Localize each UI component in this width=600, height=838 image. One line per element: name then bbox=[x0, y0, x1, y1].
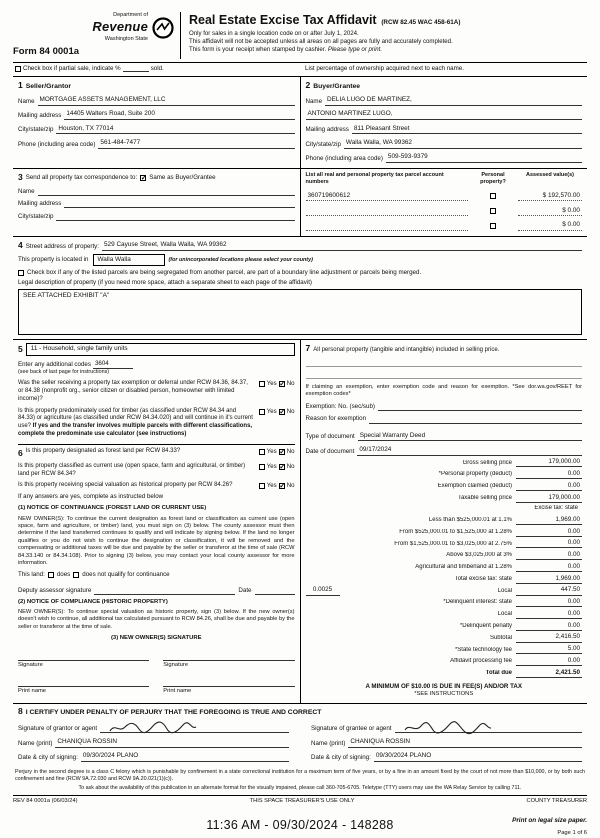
signature-label-1: Signature bbox=[18, 661, 43, 668]
buyer-city-field[interactable]: Walla Walla, WA 99362 bbox=[344, 139, 582, 149]
same-as-buyer-label: Same as Buyer/Grantee bbox=[149, 173, 216, 181]
partial-sale-checkbox[interactable] bbox=[15, 66, 21, 72]
agency-block bbox=[13, 12, 181, 59]
exemption-reason-field[interactable] bbox=[369, 416, 582, 424]
department-of-label: Department of bbox=[113, 12, 148, 18]
tax-row-total-due bbox=[306, 669, 583, 678]
local-tax-value[interactable]: 447.50 bbox=[516, 586, 582, 595]
correspondence-label: Send all property tax correspondence to: bbox=[25, 173, 138, 181]
seller-mailing-field[interactable]: 14405 Walters Road, Suite 200 bbox=[64, 110, 294, 120]
assessed-value-field-2[interactable]: $ 0.00 bbox=[518, 207, 582, 216]
unincorporated-note: (for unincorporated locations please select your county) bbox=[168, 256, 313, 263]
land-qualify-row bbox=[18, 571, 295, 579]
does-not-qualify-checkbox[interactable] bbox=[73, 572, 79, 578]
q4-answer-group bbox=[259, 463, 295, 471]
parcel-number-field-3[interactable] bbox=[306, 223, 469, 231]
personal-property-header: Personal property? bbox=[480, 172, 506, 186]
tax-correspondence-section bbox=[13, 169, 300, 236]
tier3-value[interactable]: 0.00 bbox=[516, 539, 582, 548]
exemption-deferral-question: Was the seller receiving a property tax exemption or deferral under RCW 84.36, 84.37, or 84.38 (nonprofit org., senior citizen or disabled person, homeowner with limited income)? bbox=[18, 380, 248, 402]
agricultural-value[interactable]: 0.00 bbox=[516, 563, 582, 572]
use-classification-column bbox=[13, 340, 300, 704]
partial-sale-sold-label: sold. bbox=[150, 65, 164, 73]
header-note-2: This affidavit will not be accepted unless all areas on all pages are fully and accurately completed. bbox=[189, 38, 453, 46]
delinquent-penalty-value[interactable]: 0.00 bbox=[516, 622, 582, 631]
forest-yes-checkbox[interactable] bbox=[259, 449, 265, 455]
q2-yes-label: Yes bbox=[266, 407, 277, 415]
grantee-date-city-field[interactable]: 09/30/2024 PLANO bbox=[374, 752, 582, 762]
new-owner-signature-row bbox=[18, 652, 295, 670]
tax-row-total-state bbox=[306, 575, 583, 584]
rev-form-id: REV 84 0001a (06/03/24) bbox=[13, 798, 78, 805]
classification-tax-section bbox=[13, 340, 587, 705]
subtotal-value[interactable]: 2,416.50 bbox=[516, 633, 582, 642]
q1-no-label: No bbox=[286, 380, 295, 388]
exemption-number-label: Exemption: No. (sec/sub) bbox=[305, 402, 375, 410]
see-instructions-note: *SEE INSTRUCTIONS bbox=[414, 690, 474, 697]
tier2-label: From $525,000.01 to $1,525,000 at 1.28% bbox=[399, 528, 512, 535]
personal-property-deduct-label: *Personal property (deduct) bbox=[438, 471, 512, 478]
buyer-name-field-1[interactable]: DELIA LUGO DE MARTINEZ, bbox=[325, 96, 582, 106]
personal-property-intro: All personal property (tangible and intangible) included in selling price. bbox=[313, 346, 500, 353]
grantor-signature-block bbox=[18, 718, 289, 762]
tax-row-personal-deduct bbox=[306, 470, 583, 479]
new-owner-signature-field-2[interactable] bbox=[163, 652, 294, 661]
header-note-3-text: This form is your receipt when stamped by cashier. bbox=[189, 46, 327, 54]
property-section bbox=[13, 237, 587, 340]
section-2-number: 2 bbox=[305, 79, 311, 90]
historic-no-label: No bbox=[286, 482, 295, 490]
q3-answer-group bbox=[259, 448, 295, 456]
exemption-claimed-label: Exemption claimed (deduct) bbox=[437, 483, 512, 490]
grantor-signature-label: Signature of grantor or agent bbox=[18, 725, 98, 733]
forest-land-question: Is this property designated as forest land per RCW 84.33? bbox=[25, 447, 181, 454]
correspondence-parcels-section bbox=[13, 169, 587, 237]
exemption-number-field[interactable] bbox=[378, 403, 582, 411]
affidavit-processing-fee-value[interactable]: 0.00 bbox=[516, 657, 582, 666]
predominate-use-question bbox=[18, 408, 255, 439]
delinquent-interest-state-value[interactable]: 0.00 bbox=[516, 598, 582, 607]
assessed-value-field-1[interactable]: $ 192,570.00 bbox=[518, 192, 582, 201]
tax-row-tier3 bbox=[306, 539, 583, 548]
additional-codes-label: Enter any additional codes bbox=[18, 361, 91, 369]
total-due-value[interactable]: 2,421.50 bbox=[516, 669, 582, 678]
tax-row-agricultural bbox=[306, 563, 583, 572]
assessed-values-header: Assessed value(s) bbox=[526, 172, 574, 179]
answers-yes-note: If any answers are yes, complete as instructed below bbox=[18, 493, 164, 501]
deputy-assessor-row bbox=[18, 587, 295, 595]
grantee-signature bbox=[403, 721, 493, 735]
buyer-name-label: Name bbox=[305, 97, 323, 105]
buyer-phone-field[interactable]: 509-593-9379 bbox=[386, 153, 582, 163]
delinquent-interest-local-value[interactable]: 0.00 bbox=[516, 610, 582, 619]
land-use-code-select[interactable]: 11 - Household, single family units bbox=[26, 343, 295, 356]
tax-row-delinquent-penalty bbox=[306, 622, 583, 631]
grantee-signature-block bbox=[311, 718, 582, 762]
gross-selling-price-value[interactable]: 179,000.00 bbox=[516, 458, 582, 467]
grantor-date-city-label: Date & city of signing: bbox=[18, 753, 78, 761]
tax-row-subtotal bbox=[306, 633, 583, 642]
historic-yes-label: Yes bbox=[266, 482, 277, 490]
seller-grantor-heading: Seller/Grantor bbox=[25, 82, 72, 90]
tier1-label: Less than $525,000.01 at 1.1% bbox=[428, 517, 512, 524]
county-select[interactable]: Walla Walla bbox=[93, 254, 165, 266]
new-owner-printname-row bbox=[18, 678, 295, 696]
personal-property-checkbox-3[interactable] bbox=[490, 223, 496, 229]
form-title: Real Estate Excise Tax Affidavit bbox=[189, 13, 377, 27]
seller-mailing-label: Mailing address bbox=[18, 112, 62, 119]
perjury-statement: Perjury in the second degree is a class C felony which is punishable by confinement in a state correctional institution for a maximum term of five years, or by a fine in an amount fixed by the court of not more than $10,000, or by both such confinement and fine (RCW 9A.72.030 and RCW 9A.20.021(1)(c)). bbox=[15, 768, 585, 782]
tax-row-tier4 bbox=[306, 551, 583, 560]
header-note-1: Only for sales in a single location code on or after July 1, 2024. bbox=[189, 30, 359, 38]
correspondence-city-label: City/state/zip bbox=[18, 212, 54, 220]
seller-city-label: City/state/zip bbox=[18, 126, 54, 134]
tax-row-exemption-deduct bbox=[306, 482, 583, 491]
state-tech-fee-label: *State technology fee bbox=[454, 646, 512, 653]
legal-description-field[interactable]: SEE ATTACHED EXHIBIT "A" bbox=[18, 289, 582, 335]
ownership-percentage-note: List percentage of ownership acquired next to each name. bbox=[305, 65, 464, 73]
cashier-stamp: 11:36 AM - 09/30/2024 - 148288 bbox=[206, 817, 394, 832]
parcel-table bbox=[300, 169, 588, 236]
seller-name-label: Name bbox=[18, 97, 35, 105]
seller-name-field[interactable]: MORTGAGE ASSETS MANAGEMENT, LLC bbox=[38, 96, 295, 106]
notice-compliance-title: (2) NOTICE OF COMPLIANCE (HISTORIC PROPERTY) bbox=[18, 598, 168, 605]
grantee-signature-label: Signature of grantee or agent bbox=[311, 725, 392, 733]
signature-label-2: Signature bbox=[163, 661, 189, 668]
q2-no-label: No bbox=[286, 407, 295, 415]
agricultural-label: Agricultural and timberland at 1.28% bbox=[415, 564, 512, 571]
buyer-city-label: City/state/zip bbox=[305, 140, 341, 148]
exemption-claim-note: If claiming an exemption, enter exemption code and reason for exemption. *See dor.wa.gov/REET for exemption codes* bbox=[305, 383, 582, 398]
deputy-assessor-signature-field[interactable] bbox=[94, 587, 235, 595]
seller-phone-field[interactable]: 561-484-7477 bbox=[98, 139, 294, 149]
new-owner-printname-field-1[interactable] bbox=[18, 678, 149, 687]
buyer-mailing-label: Mailing address bbox=[305, 126, 349, 134]
current-use-no-label: No bbox=[286, 462, 295, 470]
grantor-signature-field[interactable] bbox=[100, 720, 289, 733]
current-use-no-checkbox[interactable] bbox=[279, 464, 285, 470]
same-as-buyer-checkbox[interactable] bbox=[140, 175, 146, 181]
codes-instructions-note: (see back of last page for instructions) bbox=[18, 369, 110, 376]
subtotal-label: Subtotal bbox=[489, 634, 512, 641]
tax-row-tier1 bbox=[306, 516, 583, 525]
additional-codes-field[interactable]: 3604 bbox=[93, 360, 133, 370]
buyer-mailing-field[interactable]: 811 Pleasant Street bbox=[352, 125, 582, 135]
predominate-use-calculator-note: If yes and the transfer involves multiple parcels with different classifications, complete the predominate use calculator (see instructions) bbox=[18, 423, 253, 437]
total-excise-state-value[interactable]: 1,969.00 bbox=[516, 575, 582, 584]
q5-answer-group bbox=[259, 482, 295, 490]
deputy-assessor-label: Deputy assessor signature bbox=[18, 586, 92, 594]
correspondence-mailing-field[interactable] bbox=[64, 200, 294, 208]
seller-city-field[interactable]: Houston, TX 77014 bbox=[56, 125, 294, 135]
current-use-yes-label: Yes bbox=[266, 462, 277, 470]
personal-property-deduct-value[interactable]: 0.00 bbox=[516, 470, 582, 479]
deputy-date-field[interactable] bbox=[255, 587, 295, 595]
correspondence-name-label: Name bbox=[18, 187, 35, 195]
tax-row-delinquent-interest-state bbox=[306, 598, 583, 607]
delinquent-interest-state-label: *Delinquent interest: state bbox=[443, 599, 512, 606]
located-in-label: This property is located in bbox=[18, 255, 89, 263]
affidavit-processing-fee-label: Affidavit processing fee bbox=[450, 658, 512, 665]
state-tech-fee-value[interactable]: 5.00 bbox=[516, 645, 582, 654]
predominate-use-question-text: Is this property predominately used for timber (as classified under RCW 84.34 and 84.33) or agriculture (as classified under RCW 84.34.020) and will continue in it's current use? bbox=[18, 407, 253, 430]
section-7-number: 7 bbox=[305, 342, 311, 353]
document-type-label: Type of document bbox=[305, 433, 355, 441]
personal-property-checkbox-1[interactable] bbox=[490, 193, 496, 199]
tax-row-processing-fee bbox=[306, 657, 583, 666]
excise-tax-state-label: Excise tax: state bbox=[534, 505, 578, 512]
segregated-parcels-checkbox[interactable] bbox=[18, 270, 24, 276]
local-rate-field[interactable]: 0.0025 bbox=[306, 586, 340, 595]
document-date-label: Date of document bbox=[305, 447, 355, 455]
total-due-label: Total due bbox=[485, 670, 512, 677]
partial-sale-row bbox=[13, 63, 587, 77]
grantor-printname-label: Name (print) bbox=[18, 739, 53, 747]
tier4-label: Above $3,025,000 at 3% bbox=[446, 552, 512, 559]
segregated-parcels-label: Check box if any of the listed parcels are being segregated from another parcel, are part of a boundary line adjustment or parcels being merged. bbox=[27, 269, 422, 277]
q1-yes-label: Yes bbox=[266, 380, 277, 388]
grantor-printname-field[interactable]: CHANIQUA ROSSIN bbox=[55, 738, 289, 748]
form-rcw-reference: (RCW 82.45 WAC 458-61A) bbox=[381, 19, 461, 26]
personal-property-list-line-1[interactable] bbox=[306, 358, 583, 367]
grantee-printname-label: Name (print) bbox=[311, 739, 346, 747]
grantor-signature bbox=[108, 721, 198, 735]
personal-property-list-line-2[interactable] bbox=[306, 370, 583, 379]
current-use-question: Is this property classified as current use (open space, farm and agricultural, or timber) land per RCW 84.34? bbox=[18, 462, 246, 477]
notice-compliance-body: NEW OWNER(S): To continue special valuation as historic property, sign (3) below. If the new owner(s) doesn't wish to continue, all additional tax calculated pursuant to RCW 84.26, shall be due and payable by the seller or transferor at the time of sale. bbox=[18, 608, 295, 630]
street-address-field[interactable]: 529 Cayuse Street, Walla Walla, WA 99362 bbox=[102, 241, 582, 251]
tax-row-tier2 bbox=[306, 528, 583, 537]
parcel-row bbox=[306, 221, 583, 230]
q2-answer-group bbox=[259, 408, 295, 416]
new-owner-signature-field-1[interactable] bbox=[18, 652, 149, 661]
forest-yes-label: Yes bbox=[266, 447, 277, 455]
treasurer-space-label: THIS SPACE TREASURER'S USE ONLY bbox=[249, 798, 355, 805]
parcel-number-field-1[interactable]: 360719600612 bbox=[306, 192, 469, 201]
selling-price-column bbox=[300, 340, 588, 704]
historic-yes-checkbox[interactable] bbox=[259, 483, 265, 489]
gross-selling-price-label: Gross selling price bbox=[462, 459, 512, 466]
section-1-number: 1 bbox=[18, 79, 23, 90]
tier4-value[interactable]: 0.00 bbox=[516, 551, 582, 560]
parties-section bbox=[13, 77, 587, 169]
grantor-date-city-field[interactable]: 09/30/2024 PLANO bbox=[81, 752, 289, 762]
bottom-area bbox=[13, 817, 587, 838]
q2-yes-checkbox[interactable] bbox=[259, 409, 265, 415]
section-5-number: 5 bbox=[18, 343, 23, 354]
exemption-claimed-value[interactable]: 0.00 bbox=[516, 482, 582, 491]
tax-row-gross bbox=[306, 458, 583, 467]
forest-no-checkbox[interactable] bbox=[279, 449, 285, 455]
tax-row-taxable bbox=[306, 494, 583, 503]
historic-no-checkbox[interactable] bbox=[279, 483, 285, 489]
partial-sale-percent-field[interactable] bbox=[123, 66, 149, 72]
correspondence-city-field[interactable] bbox=[56, 213, 294, 221]
correspondence-mailing-label: Mailing address bbox=[18, 200, 62, 208]
tier3-label: From $1,525,000.01 to $3,025,000 at 2.75% bbox=[394, 540, 512, 547]
assessed-value-field-3[interactable]: $ 0.00 bbox=[518, 221, 582, 230]
does-qualify-checkbox[interactable] bbox=[48, 572, 54, 578]
legal-paper-note: Print on legal size paper. bbox=[512, 816, 587, 824]
footer-row bbox=[13, 795, 587, 806]
grantee-signature-field[interactable] bbox=[395, 720, 583, 733]
document-date-field[interactable]: 09/17/2024 bbox=[357, 446, 582, 456]
type-or-print-note: Please type or print. bbox=[327, 46, 383, 54]
does-label: does bbox=[56, 571, 71, 579]
document-type-field[interactable]: Special Warranty Deed bbox=[358, 432, 582, 442]
delinquent-interest-local-label: Local bbox=[497, 611, 512, 618]
q2-no-checkbox[interactable] bbox=[279, 409, 285, 415]
grantee-date-city-label: Date & city of signing: bbox=[311, 753, 371, 761]
buyer-grantee-section bbox=[300, 77, 588, 168]
county-treasurer-label: COUNTY TREASURER bbox=[526, 798, 587, 805]
tier2-value[interactable]: 0.00 bbox=[516, 528, 582, 537]
printname-label-1: Print name bbox=[18, 688, 47, 695]
buyer-name-field-2[interactable]: ANTONIO MARTINEZ LUGO, bbox=[306, 110, 583, 120]
partial-sale-label: Check box if partial sale, indicate % bbox=[23, 65, 121, 73]
personal-property-checkbox-2[interactable] bbox=[490, 208, 496, 214]
accessibility-note: To ask about the availability of this publication in an alternate format for the visually impaired, please call 360-705-6705. Teletype (TTY) users may use the WA Relay Service by calling 711. bbox=[78, 784, 522, 791]
form-title-block bbox=[181, 12, 587, 59]
taxable-selling-price-value[interactable]: 179,000.00 bbox=[516, 494, 582, 503]
revenue-wordmark: Revenue bbox=[92, 19, 148, 35]
tax-row-local bbox=[306, 586, 583, 595]
q1-no-checkbox[interactable] bbox=[279, 381, 285, 387]
delinquent-penalty-label: *Delinquent penalty bbox=[459, 623, 512, 630]
grantee-printname-field[interactable]: CHANIQUA ROSSIN bbox=[348, 738, 582, 748]
section-6-number: 6 bbox=[18, 447, 23, 458]
current-use-yes-checkbox[interactable] bbox=[259, 464, 265, 470]
page-number: Page 1 of 6 bbox=[557, 830, 587, 836]
tax-row-excise-state bbox=[306, 505, 583, 513]
section-8-number: 8 bbox=[18, 706, 23, 717]
revenue-logo-icon bbox=[152, 17, 174, 39]
historic-property-question: Is this property receiving special valuation as historical property per RCW 84.26? bbox=[18, 482, 233, 489]
certification-section bbox=[13, 704, 587, 765]
new-owners-signature-title: (3) NEW OWNER(S) SIGNATURE bbox=[110, 634, 202, 641]
section-3-number: 3 bbox=[18, 172, 23, 183]
does-not-label: does not qualify for continuance bbox=[82, 571, 170, 579]
buyer-grantee-heading: Buyer/Grantee bbox=[313, 82, 361, 90]
notice-continuance-title: (1) NOTICE OF CONTINUANCE (FOREST LAND OR CURRENT USE) bbox=[18, 505, 207, 512]
correspondence-name-field[interactable] bbox=[38, 188, 295, 196]
washington-state-label: Washington State bbox=[104, 36, 148, 43]
legal-description-label: Legal description of property (if you need more space, attach a separate sheet to each page of the affidavit) bbox=[18, 279, 312, 287]
deputy-date-label: Date bbox=[238, 586, 252, 594]
printname-label-2: Print name bbox=[163, 688, 192, 695]
tier1-value[interactable]: 1,969.00 bbox=[516, 516, 582, 525]
parcel-numbers-header: List all real and personal property tax parcel account numbers bbox=[305, 172, 444, 186]
tax-row-delinquent-interest-local bbox=[306, 610, 583, 619]
notice-continuance-body: NEW OWNER(S): To continue the current designation as forest land or classification as current use (open space, farm and agriculture, or timber) land, you must sign on (3) below. The county assessor must then determine if the land transferred continues to qualify and will indicate by signing below. If the land no longer qualifies or you do not wish to continue the designation or classification, it will be removed and the compensating or additional taxes will be due and payable by the seller or transferor at the time of sale (RCW 84.33.140 or 84.34.108). Prior to signing (3) below, you may contact your local county assessor for more information. bbox=[18, 515, 295, 567]
form-number: Form 84 0001a bbox=[13, 46, 80, 58]
seller-phone-label: Phone (including area code) bbox=[18, 140, 96, 148]
form-header bbox=[13, 12, 587, 63]
taxable-selling-price-label: Taxable selling price bbox=[457, 494, 512, 501]
new-owner-printname-field-2[interactable] bbox=[163, 678, 294, 687]
buyer-phone-label: Phone (including area code) bbox=[305, 154, 383, 162]
minimum-due-note: A MINIMUM OF $10.00 IS DUE IN FEE(S) AND/OR TAX bbox=[365, 682, 523, 690]
q1-answer-group bbox=[259, 380, 295, 388]
parcel-number-field-2[interactable] bbox=[306, 208, 469, 216]
seller-grantor-section bbox=[13, 77, 300, 168]
exemption-reason-label: Reason for exemption bbox=[305, 415, 367, 423]
local-tax-label: Local bbox=[497, 587, 512, 594]
q1-yes-checkbox[interactable] bbox=[259, 381, 265, 387]
forest-no-label: No bbox=[286, 447, 295, 455]
parcel-row bbox=[306, 192, 583, 201]
certification-heading: I CERTIFY UNDER PENALTY OF PERJURY THAT THE FOREGOING IS TRUE AND CORRECT bbox=[25, 709, 322, 717]
street-address-label: Street address of property: bbox=[25, 242, 99, 250]
header-note-3 bbox=[189, 46, 587, 54]
section-4-number: 4 bbox=[18, 239, 23, 250]
this-land-label: This land: bbox=[18, 571, 45, 579]
tax-row-tech-fee bbox=[306, 645, 583, 654]
total-excise-state-label: Total excise tax: state bbox=[454, 575, 512, 582]
parcel-row bbox=[306, 207, 583, 216]
